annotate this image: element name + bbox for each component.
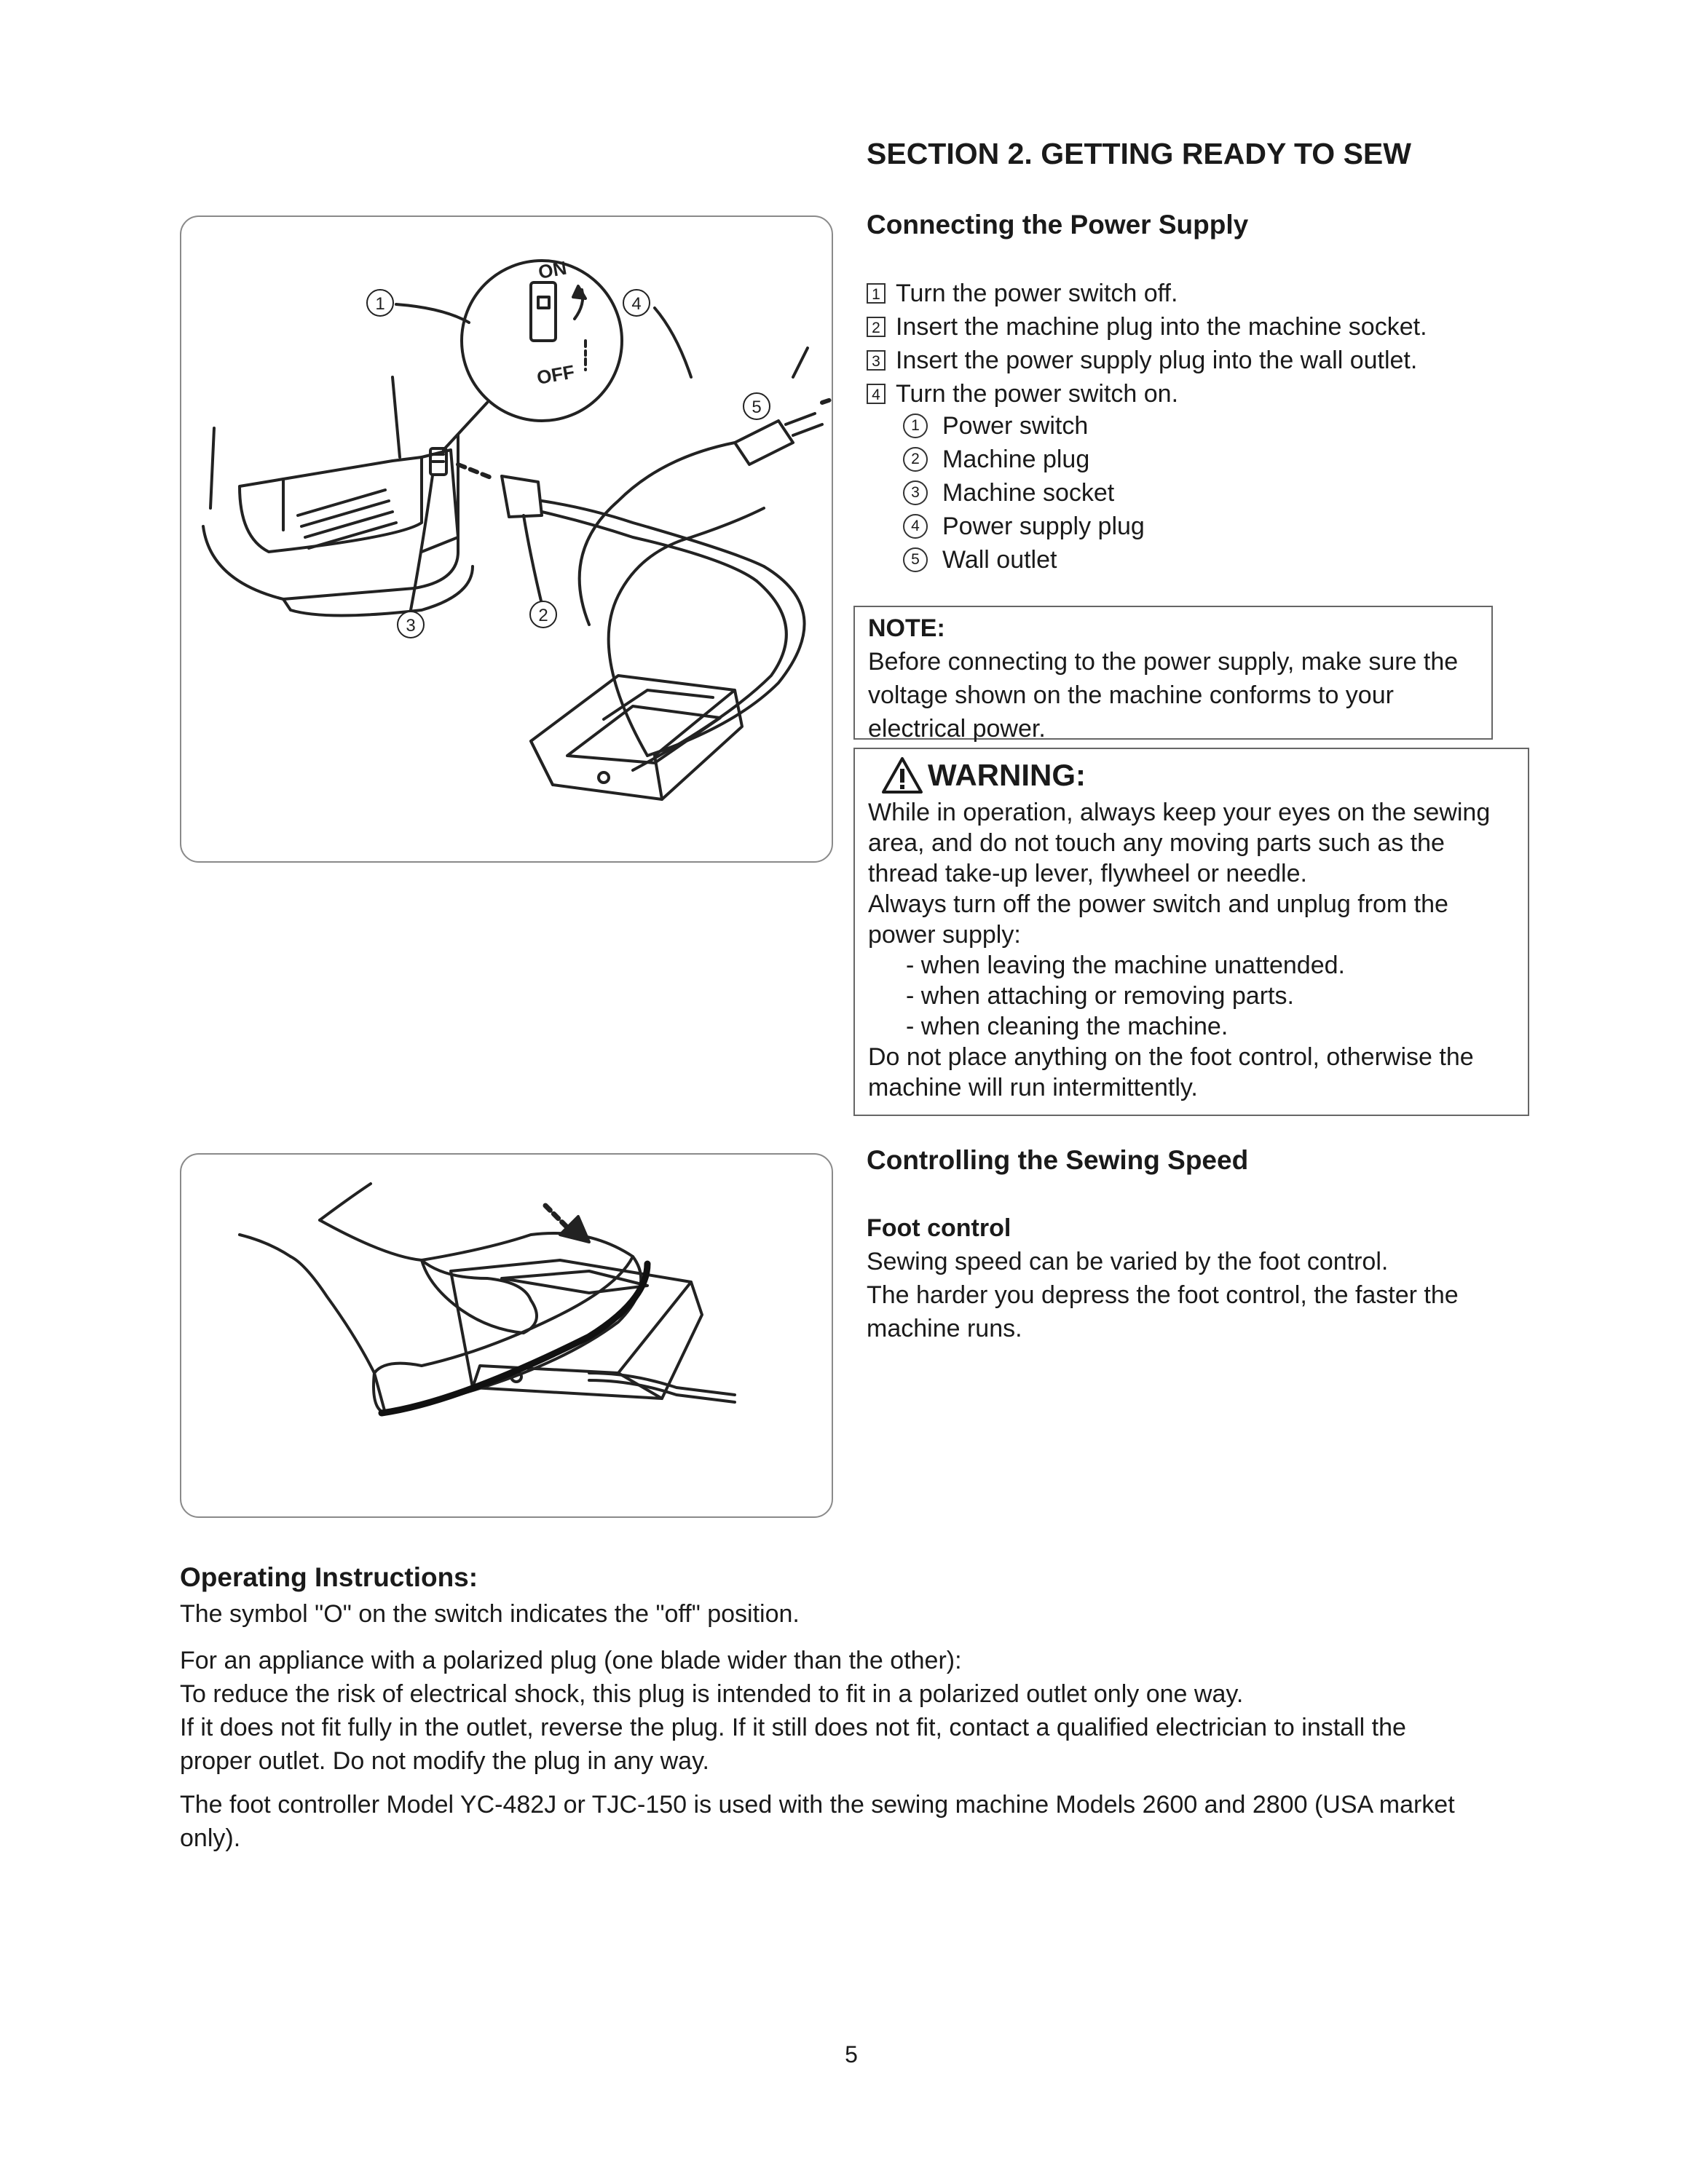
warning-header [868, 753, 1528, 797]
parts-legend [903, 409, 1145, 577]
warning-line: thread take-up lever, flywheel or needle. [868, 860, 1307, 887]
part-text: Machine plug [942, 446, 1090, 473]
callout-5: 5 [752, 397, 762, 417]
step-item [867, 377, 1427, 411]
part-number: 1 [903, 414, 928, 438]
part-item [903, 476, 1145, 510]
section-title: SECTION 2. GETTING READY TO SEW [867, 137, 1411, 170]
part-number: 3 [903, 480, 928, 505]
page-number: 5 [845, 2041, 858, 2068]
warning-line: machine will run intermittently. [868, 1074, 1198, 1101]
operating-p1: The symbol "O" on the switch indicates the "off" position. [180, 1600, 800, 1628]
warning-bullet: - when attaching or removing parts. [906, 982, 1294, 1010]
callout-1: 1 [375, 294, 385, 314]
warning-bullet: - when cleaning the machine. [906, 1013, 1228, 1040]
warning-line: Always turn off the power switch and unplug from the [868, 890, 1448, 918]
part-number: 2 [903, 447, 928, 472]
part-item [903, 543, 1145, 577]
operating-p2-line: proper outlet. Do not modify the plug in any way. [180, 1747, 709, 1775]
operating-p2-line: To reduce the risk of electrical shock, this plug is intended to fit in a polarized outlet only one way. [180, 1680, 1244, 1708]
part-number: 4 [903, 514, 928, 539]
warning-line: area, and do not touch any moving parts such as the [868, 829, 1445, 857]
operating-p2-line: If it does not fit fully in the outlet, reverse the plug. If it still does not fit, contact a qualified electrician to install the [180, 1714, 1406, 1741]
power-connection-illustration [181, 217, 832, 861]
step-number: 1 [867, 283, 886, 304]
callout-3: 3 [406, 616, 416, 636]
note-line: voltage shown on the machine conforms to your [868, 681, 1394, 709]
part-number: 5 [903, 547, 928, 572]
step-item [867, 277, 1427, 310]
step-number: 2 [867, 317, 886, 337]
step-text: Insert the power supply plug into the wall outlet. [896, 347, 1418, 374]
operating-heading: Operating Instructions: [180, 1562, 478, 1592]
operating-p2-line: For an appliance with a polarized plug (one blade wider than the other): [180, 1647, 962, 1674]
note-box [853, 606, 1493, 743]
operating-p3 [180, 1788, 1455, 1855]
step-text: Turn the power switch on. [896, 380, 1179, 408]
warning-title: WARNING: [928, 758, 1086, 792]
part-item [903, 409, 1145, 443]
warning-box [853, 748, 1529, 1116]
step-item [867, 344, 1427, 377]
operating-p3-line: The foot controller Model YC-482J or TJC-150 is used with the sewing machine Models 2600 and 2800 (USA market [180, 1791, 1455, 1819]
speed-line: machine runs. [867, 1315, 1022, 1342]
note-line: Before connecting to the power supply, make sure the [868, 648, 1459, 676]
warning-line: power supply: [868, 921, 1021, 949]
power-connection-figure [180, 215, 833, 863]
speed-heading: Controlling the Sewing Speed [867, 1145, 1249, 1175]
part-text: Machine socket [942, 479, 1115, 507]
speed-line: Sewing speed can be varied by the foot control. [867, 1248, 1389, 1275]
warning-bullet: - when leaving the machine unattended. [906, 951, 1345, 979]
part-item [903, 510, 1145, 543]
part-item [903, 443, 1145, 476]
step-number: 4 [867, 384, 886, 404]
step-item [867, 310, 1427, 344]
speed-line: The harder you depress the foot control, the faster the [867, 1281, 1459, 1309]
speed-text [867, 1245, 1459, 1345]
callout-2: 2 [538, 606, 548, 625]
note-line: electrical power. [868, 715, 1046, 743]
step-text: Turn the power switch off. [896, 280, 1178, 307]
warning-line: Do not place anything on the foot control, otherwise the [868, 1043, 1474, 1071]
step-text: Insert the machine plug into the machine socket. [896, 313, 1427, 341]
part-text: Power switch [942, 412, 1089, 440]
warning-line: While in operation, always keep your eyes on the sewing [868, 799, 1491, 826]
power-heading: Connecting the Power Supply [867, 210, 1249, 240]
power-steps [867, 277, 1427, 411]
foot-control-figure [180, 1153, 833, 1518]
switch-on-label: ON [536, 256, 569, 283]
part-text: Power supply plug [942, 513, 1145, 540]
part-text: Wall outlet [942, 546, 1057, 574]
warning-triangle-icon [881, 756, 923, 794]
switch-off-label: OFF [535, 360, 577, 389]
note-title: NOTE: [868, 614, 945, 642]
step-number: 3 [867, 350, 886, 371]
callout-4: 4 [631, 294, 642, 314]
foot-control-illustration [181, 1155, 832, 1516]
operating-p3-line: only). [180, 1824, 241, 1852]
foot-control-subheading: Foot control [867, 1214, 1011, 1242]
operating-p2 [180, 1644, 1406, 1778]
